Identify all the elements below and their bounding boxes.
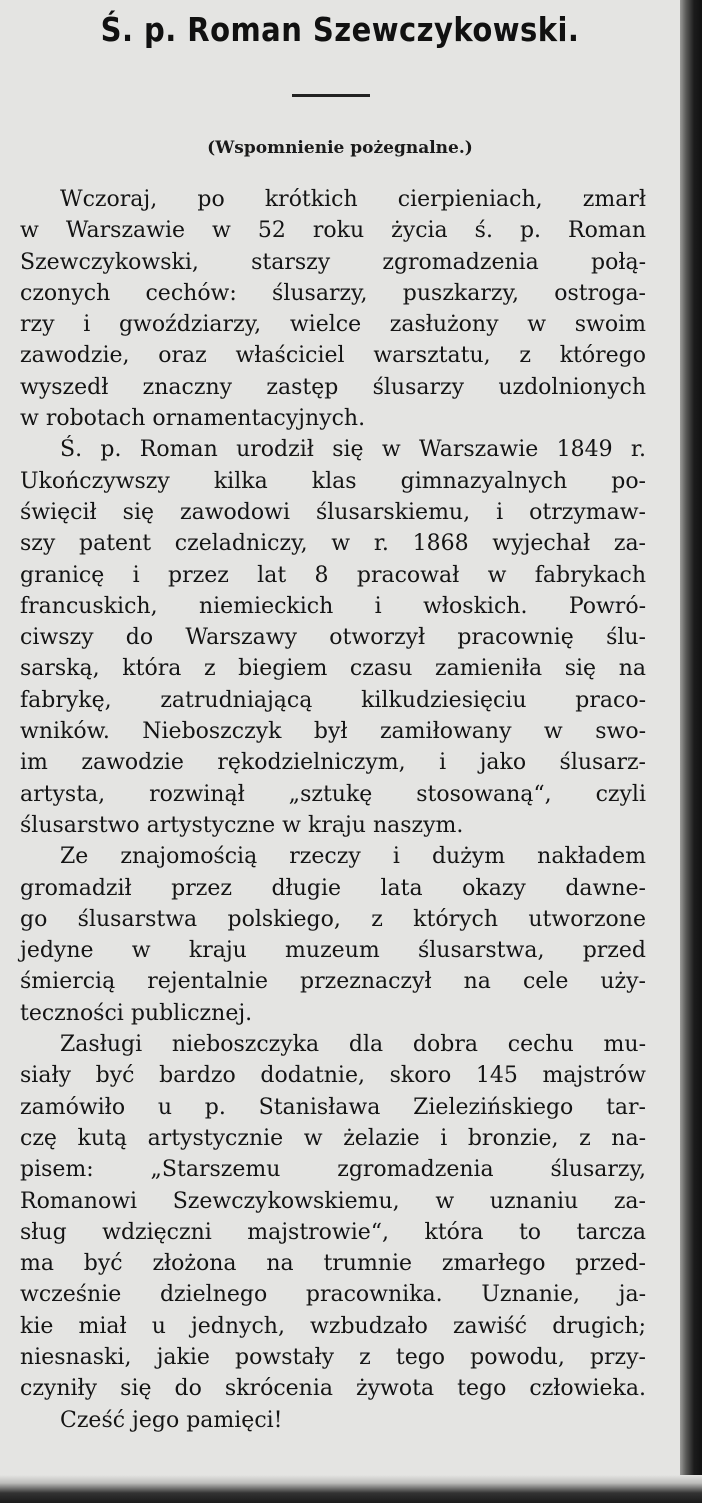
article-line: w Warszawie w 52 roku życia ś. p. Roman	[20, 218, 646, 244]
article-line: czonych cechów: ślusarzy, puszkarzy, ostroga-	[20, 280, 646, 306]
article-line: Wczoraj, po krótkich cierpieniach, zmarł	[60, 187, 646, 212]
article-line: francuskich, niemieckich i włoskich. Powró-	[20, 593, 646, 619]
article-subtitle: (Wspomnienie pożegnalne.)	[207, 138, 473, 158]
article-line: zawodzie, oraz właściciel warsztatu, z którego	[20, 343, 646, 369]
article-body	[20, 184, 646, 1436]
article-line: Cześć jego pamięci!	[60, 1407, 283, 1433]
article-line: ciwszy do Warszawy otworzył pracownię ślu-	[20, 625, 646, 651]
article-line: kie miał u jednych, wzbudzało zawiść drugich;	[20, 1313, 646, 1339]
article-title: Ś. p. Roman Szewczykowski.	[100, 10, 580, 49]
article-line: ma być złożona na trumnie zmarłego przed-	[20, 1251, 646, 1277]
article-line: artysta, rozwinął „sztukę stosowaną“, czyli	[20, 781, 646, 807]
article-line: święcił się zawodowi ślusarskiemu, i otrzymaw-	[20, 499, 646, 525]
article-line: czyniły się do skrócenia żywota tego człowieka.	[20, 1376, 646, 1402]
article-line: niesnaski, jakie powstały z tego powodu, przy-	[20, 1344, 646, 1370]
article-line: wyszedł znaczny zastęp ślusarzy uzdolnionych	[20, 374, 646, 400]
scan-edge-right	[680, 0, 702, 1503]
article-line: Ukończywszy kilka klas gimnazyalnych po-	[20, 468, 646, 494]
article-line: czę kutą artystycznie w żelazie i bronzie, z na-	[20, 1125, 646, 1151]
article-line: teczności publicznej.	[20, 1000, 253, 1026]
article-line: Zasługi nieboszczyka dla dobra cechu mu-	[60, 1032, 646, 1058]
scan-edge-bottom	[0, 1475, 702, 1503]
article-line: pisem: „Starszemu zgromadzenia ślusarzy,	[20, 1157, 646, 1183]
article-line: w robotach ornamentacyjnych.	[20, 406, 366, 432]
article-line: Ś. p. Roman urodził się w Warszawie 1849 r.	[60, 437, 646, 463]
article-line: Szewczykowski, starszy zgromadzenia połą-	[20, 249, 646, 275]
article-line: wników. Nieboszczyk był zamiłowany w swo-	[20, 719, 646, 745]
article-line: ślusarstwo artystyczne w kraju naszym.	[20, 812, 464, 838]
article-line: Ze znajomością rzeczy i dużym nakładem	[60, 844, 646, 870]
article-line: im zawodzie rękodzielniczym, i jako ślusarz-	[20, 750, 646, 776]
article-line: szy patent czeladniczy, w r. 1868 wyjechał za-	[20, 531, 646, 557]
article-line: sług wdzięczni majstrowie“, która to tarcza	[20, 1219, 646, 1245]
article-line: gromadził przez długie lata okazy dawne-	[20, 875, 646, 901]
article-line: wcześnie dzielnego pracownika. Uznanie, ja-	[20, 1282, 646, 1308]
article-line: zamówiło u p. Stanisława Zielezińskiego tar-	[20, 1094, 646, 1120]
article-line: śmiercią rejentalnie przeznaczył na cele uży-	[20, 969, 646, 995]
article-line: rzy i gwoździarzy, wielce zasłużony w swoim	[20, 312, 646, 338]
article-line: siały być bardzo dodatnie, skoro 145 majstrów	[20, 1063, 646, 1089]
article-line: fabrykę, zatrudniającą kilkudziesięciu praco-	[20, 687, 646, 713]
article-line: granicę i przez lat 8 pracował w fabrykach	[20, 562, 646, 588]
article-line: jedyne w kraju muzeum ślusarstwa, przed	[20, 938, 646, 964]
article-line: Romanowi Szewczykowskiemu, w uznaniu za-	[20, 1188, 646, 1214]
title-divider	[292, 94, 370, 97]
article-line: sarską, która z biegiem czasu zamieniła się na	[20, 656, 646, 682]
article-line: go ślusarstwa polskiego, z których utworzone	[20, 906, 646, 932]
